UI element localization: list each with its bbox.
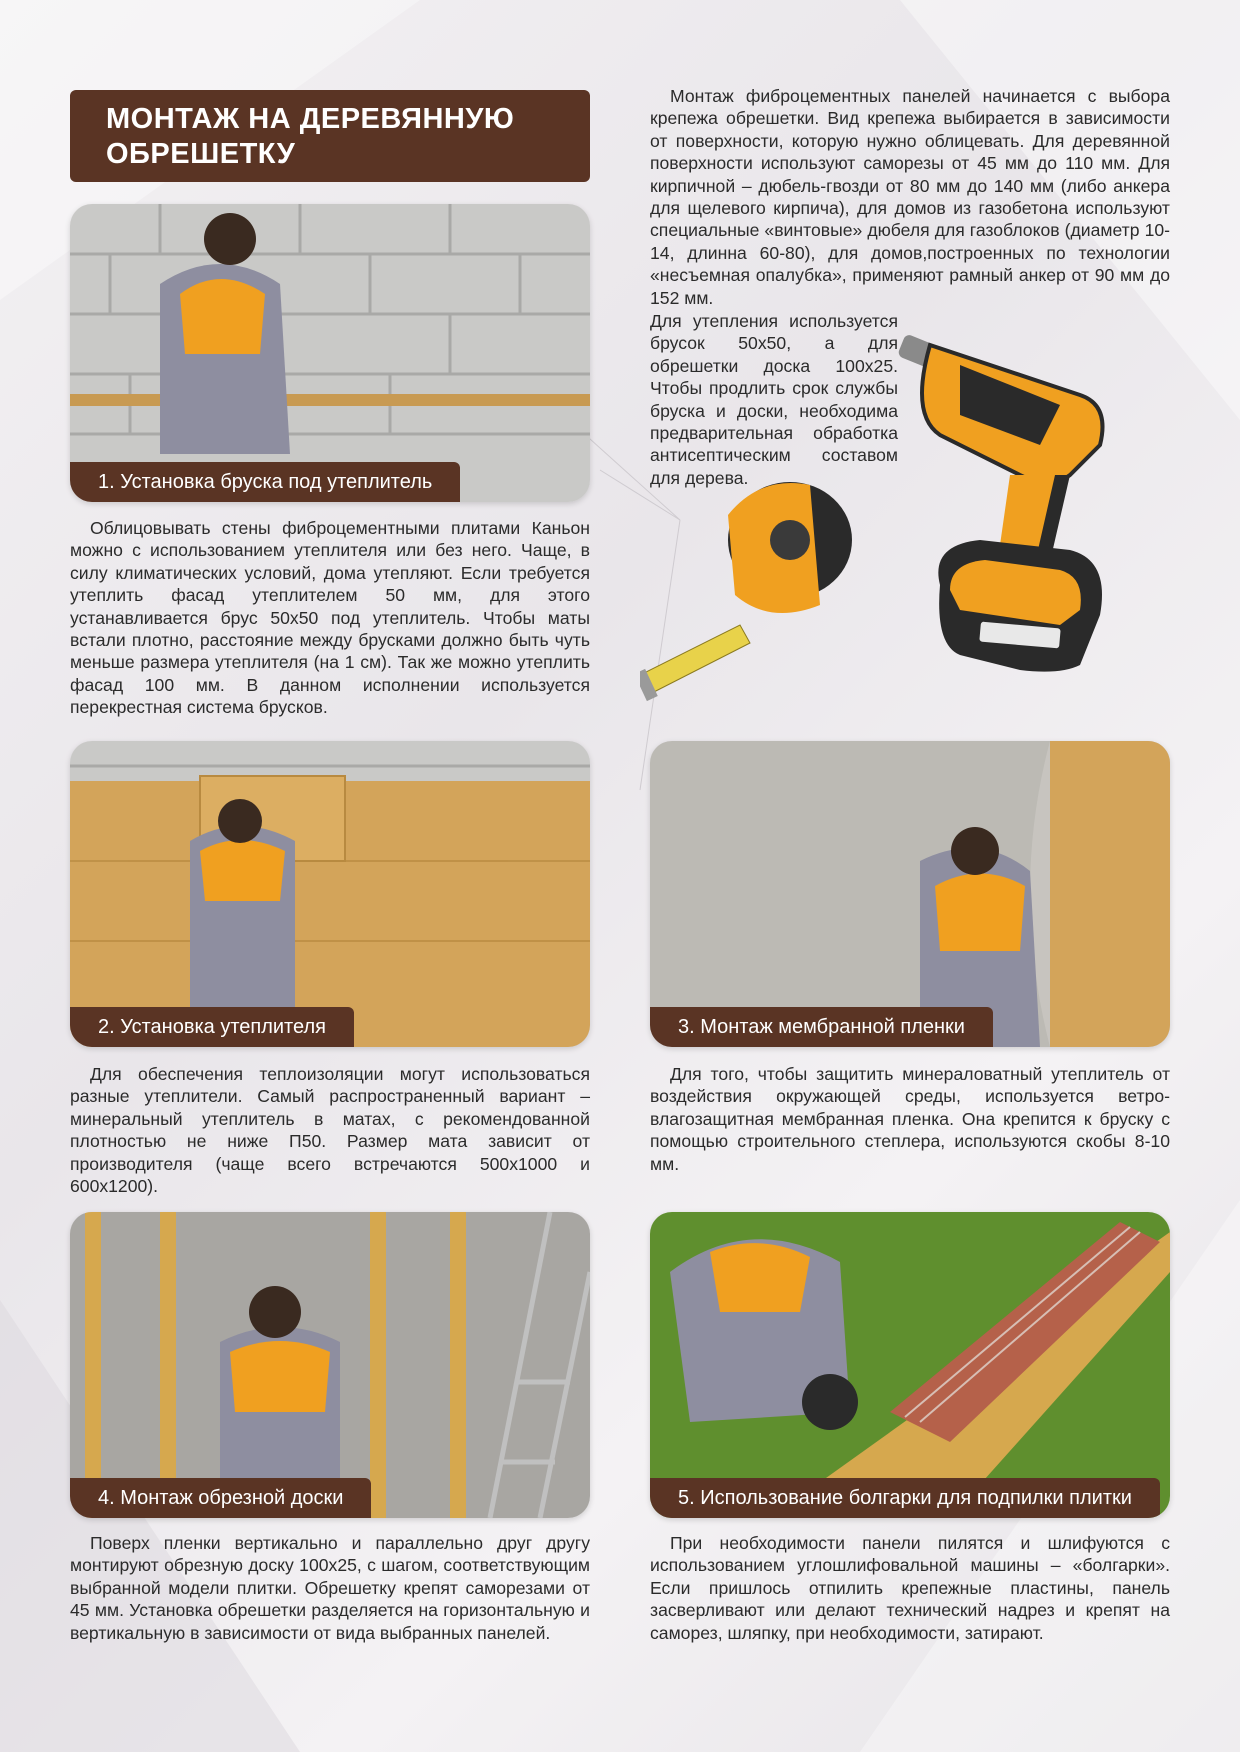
intro-text-top: Монтаж фиброцементных панелей начинается с выбора крепежа обрешетки. Вид крепежа выбирается в зависимости от поверхности, которую нужно облицевать. Для деревянной поверхности используют саморезы от 45 мм до 110 мм. Для кирпичной – дюбель-гвозди от 80 мм до 140 мм (либо анкера для щелевого кирпича), для домов из газобетона используют специальные «винтовые» дюбеля для газоблоков (диаметр 10-14, длинна 60-80), для домов,построенных по технологии «несъемная опалубка», применяют рамный анкер от 90 мм до 152 мм. [650, 86, 1170, 308]
tape-measure-illustration [640, 482, 852, 701]
step-3-caption: 3. Монтаж мембранной пленки [650, 1007, 993, 1047]
step-5-photo [650, 1212, 1170, 1518]
page-title-box [70, 90, 590, 182]
step-3-photo [650, 741, 1170, 1047]
page-title: МОНТАЖ НА ДЕРЕВЯННУЮ ОБРЕШЕТКУ [106, 103, 515, 170]
step-1-text: Облицовывать стены фиброцементными плитами Каньон можно с использованием утеплителя или без него. Чаще, в силу климатических условий, дома утепляют. Если требуется утеплить фасад утеплителем 50 мм, для этого устанавливается брус 50х50 под утеплитель. Чтобы маты встали плотно, расстояние между брусками должно быть чуть меньше размера утеплителя (на 1 см). Так же можно утеплить фасад 100 мм. В данном исполнении используется перекрестная система брусков. [70, 518, 590, 718]
step-4-photo [70, 1212, 590, 1518]
tools-illustration [640, 325, 1200, 720]
step-2-caption: 2. Установка утеплителя [70, 1007, 354, 1047]
step-5-caption: 5. Использование болгарки для подпилки плитки [650, 1478, 1160, 1518]
step-3-text: Для того, чтобы защитить минераловатный утеплитель от воздействия окружающей среды, используется ветро-влагозащитная мембранная пленка. Она крепится к бруску с помощью строительного степлера, используются скобы 8-10 мм. [650, 1064, 1170, 1174]
step-2-photo [70, 741, 590, 1047]
step-1-photo [70, 204, 590, 502]
step-4-text: Поверх пленки вертикально и параллельно друг другу монтируют обрезную доску 100х25, с шагом, соответствующим выбранной модели плитки. Обрешетку крепят саморезами от 45 мм. Установка обрешетки разделяется на горизонтальную и вертикальную в зависимости от вида выбранных панелей. [70, 1533, 590, 1643]
step-5-text: При необходимости панели пилятся и шлифуются с использованием углошлифовальной машины – «болгарки». Если пришлось отпилить крепежные пластины, панель засверливают или делают технический надрез и крепят на саморез, шляпку, при необходимости, затирают. [650, 1533, 1170, 1643]
intro-text-side: Для утепления используется брусок 50х50, а для обрешетки доска 100х25. Чтобы продлить срок службы бруска и доски, необходима предварительная обработка антисептическим составом для дерева. [650, 311, 898, 488]
step-1-caption: 1. Установка бруска под утеплитель [70, 462, 460, 502]
drill-illustration [897, 333, 1103, 671]
step-2-text: Для обеспечения теплоизоляции могут использоваться разные утеплители. Самый распространенный вариант – минеральный утеплитель в матах, с рекомендованной плотностью не ниже П50. Размер мата зависит от производителя (чаще всего встречаются 500х1000 и 600х1200). [70, 1064, 590, 1197]
step-4-caption: 4. Монтаж обрезной доски [70, 1478, 371, 1518]
